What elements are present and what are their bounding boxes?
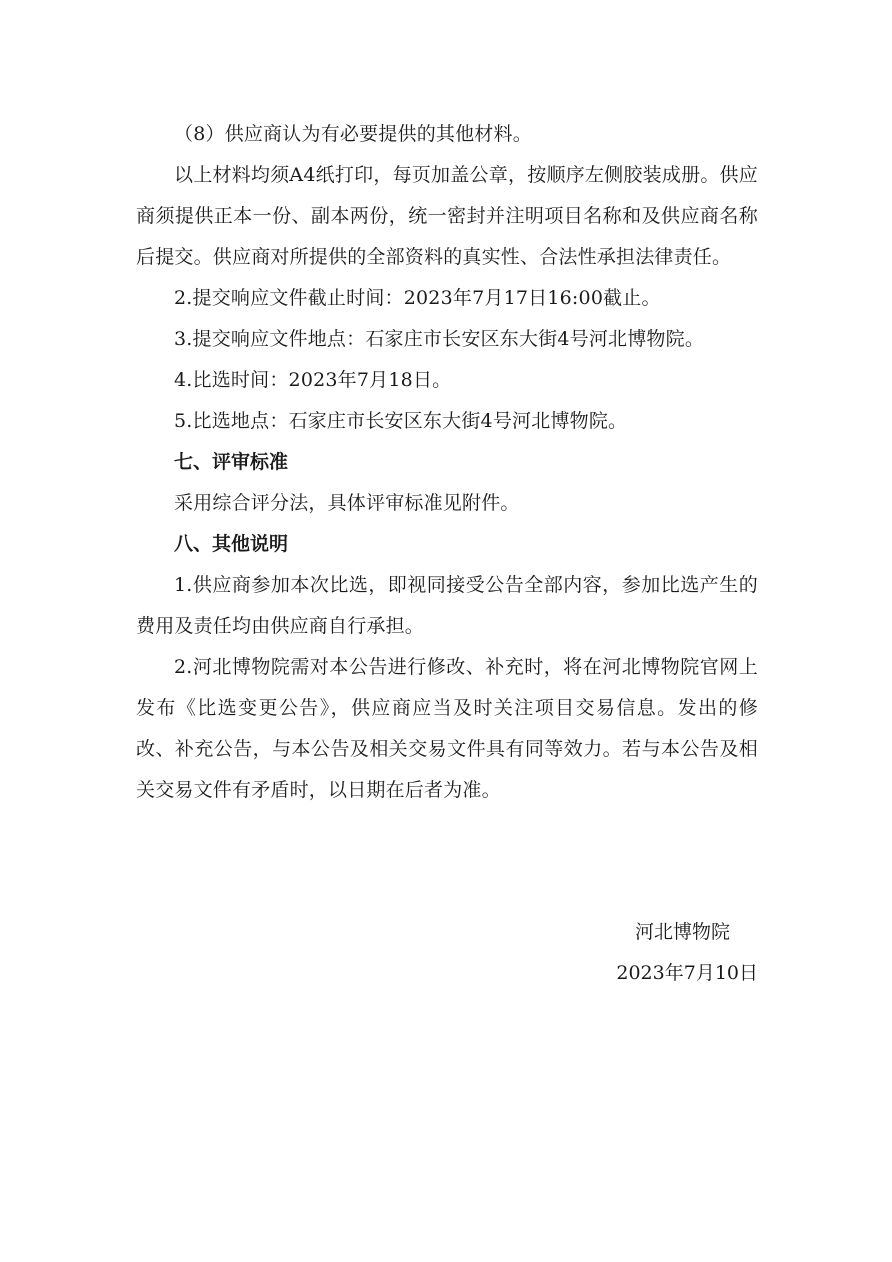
paragraph-note-amendments: 2.河北博物院需对本公告进行修改、补充时，将在河北博物院官网上发布《比选变更公告》，供应商应当及时关注项目交易信息。发出的修改、补充公告，与本公告及相关交易文件具有同等效力。若与本公告及相关交易文件有矛盾时，以日期在后者为准。: [136, 656, 758, 801]
paragraph-submission-deadline: 2.提交响应文件截止时间：2023年7月17日16:00截止。: [174, 287, 661, 309]
paragraph-other-materials: （8）供应商认为有必要提供的其他材料。: [174, 123, 532, 145]
signature-block: [616, 912, 758, 994]
paragraph-selection-location: 5.比选地点：石家庄市长安区东大街4号河北博物院。: [174, 410, 628, 432]
section-heading-review-criteria: 七、评审标准: [174, 451, 289, 473]
paragraph-selection-time: 4.比选时间：2023年7月18日。: [174, 369, 452, 391]
signature-organization: 河北博物院: [634, 921, 730, 943]
paragraph-note-participation: 1.供应商参加本次比选，即视同接受公告全部内容，参加比选产生的费用及责任均由供应商自行承担。: [136, 574, 758, 637]
paragraph-printing-requirements: 以上材料均须A4纸打印，每页加盖公章，按顺序左侧胶装成册。供应商须提供正本一份、副本两份，统一密封并注明项目名称和及供应商名称后提交。供应商对所提供的全部资料的真实性、合法性承担法律责任。: [136, 164, 758, 268]
signature-date: 2023年7月10日: [616, 962, 758, 984]
paragraph-submission-location: 3.提交响应文件地点：石家庄市长安区东大街4号河北博物院。: [174, 328, 705, 350]
section-heading-other-notes: 八、其他说明: [174, 533, 289, 555]
document-body: [136, 114, 758, 811]
paragraph-scoring-method: 采用综合评分法，具体评审标准见附件。: [174, 492, 520, 514]
